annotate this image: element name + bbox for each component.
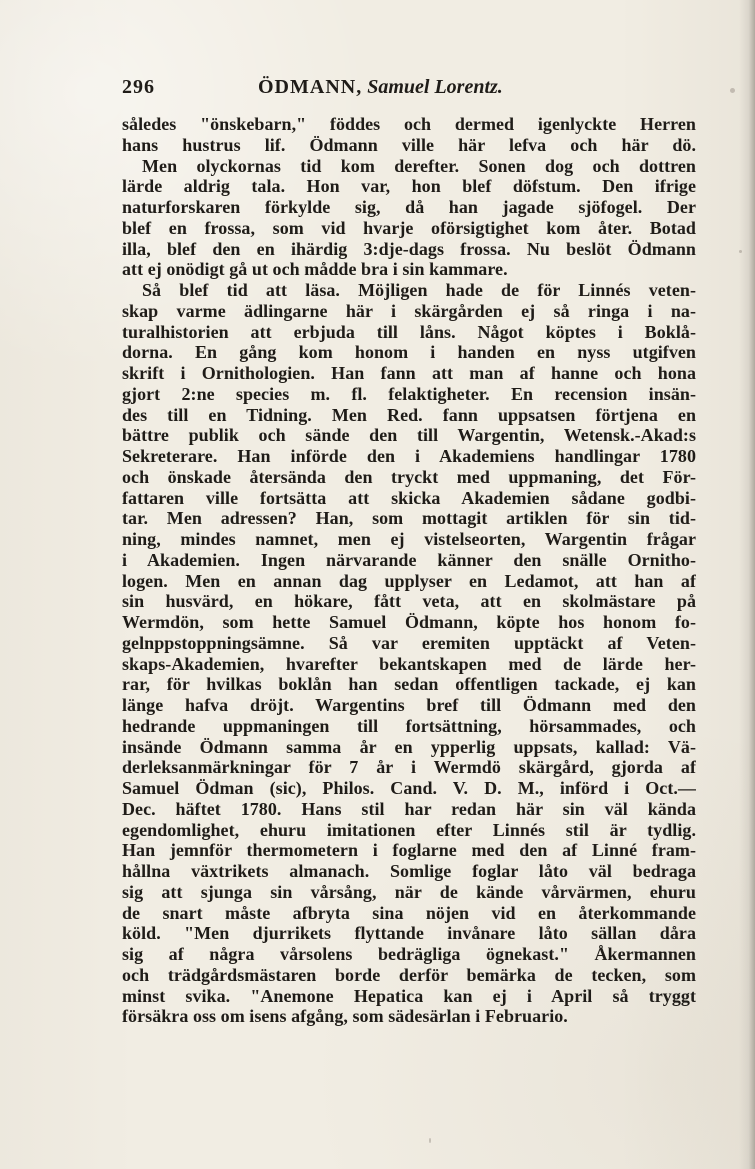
text-line: dorna. En gång kom honom i handen en nyss utgifven bbox=[122, 342, 696, 363]
text-line: Så blef tid att läsa. Möjligen hade de för Linnés veten- bbox=[142, 280, 696, 300]
text-line: fattaren ville fortsätta att skicka Akademien sådane godbi- bbox=[122, 487, 696, 508]
text-line: turalhistorien att erbjuda till låns. Något köptes i Boklå- bbox=[122, 321, 696, 342]
text-line: naturforskaren förkylde sig, då han jagade sjöfogel. Der bbox=[122, 197, 696, 217]
text-line: skap varme ädlingarne här i skärgården ej så ringa i na- bbox=[122, 300, 696, 321]
running-head bbox=[258, 76, 503, 99]
page-number: 296 bbox=[122, 76, 155, 98]
text-line: tar. Men adressen? Han, som mottagit artiklen för sin tid- bbox=[122, 508, 696, 529]
text-line: länge hafva dröjt. Wargentins bref till Ödmann med den bbox=[122, 695, 696, 715]
text-line: hållna växtrikets almanach. Somlige foglar låto väl bedraga bbox=[122, 861, 696, 881]
text-line: i Akademien. Ingen närvarande känner den snälle Ornitho- bbox=[122, 549, 696, 570]
text-line: Han jemnför thermometern i foglarne med den af Linné fram- bbox=[122, 840, 696, 861]
text-line: således "önskebarn," föddes och dermed igenlyckte Herren bbox=[122, 114, 696, 134]
text-line: insände Ödmann samma år en ypperlig uppsats, kallad: Vä- bbox=[122, 736, 696, 757]
text-line: hans hustrus lif. Ödmann ville här lefva och här dö. bbox=[122, 134, 696, 155]
text-line: köld. "Men djurrikets flyttande invånare låto sällan dåra bbox=[122, 923, 696, 944]
page-edge bbox=[739, 0, 755, 1169]
text-line: egendomlighet, ehuru imitationen efter Linnés stil är tydlig. bbox=[122, 819, 696, 840]
text-line: ning, mindes namnet, men ej vistelseorten, Wargentin frågar bbox=[122, 529, 696, 549]
running-head-rest: Samuel Lorentz. bbox=[367, 76, 503, 98]
text-line: Men olyckornas tid kom derefter. Sonen dog och dottren bbox=[142, 155, 696, 176]
text-line: att ej onödigt gå ut och mådde bra i sin kammare. bbox=[122, 259, 508, 280]
text-line: och trädgårdsmästaren borde derför bemärka de tecken, som bbox=[122, 964, 696, 985]
text-line: och önskade återsända den tryckt med uppmaning, det För- bbox=[122, 466, 696, 487]
text-line: des till en Tidning. Men Red. fann uppsatsen förtjena en bbox=[122, 404, 696, 425]
text-line: bättre publik och sände den till Wargentin, Wetensk.-Akad:s bbox=[122, 425, 696, 446]
text-line: hedrande uppmaningen till fortsättning, hörsammades, och bbox=[122, 715, 696, 736]
text-line: sig af några vårsolens bedrägliga ögnekast." Åkermannen bbox=[122, 944, 696, 964]
paper-speck bbox=[739, 250, 742, 253]
text-line: derleksanmärkningar för 7 år i Wermdö skärgård, gjorda af bbox=[122, 757, 696, 778]
text-line: blef en frossa, som vid hvarje oförsigtighet kom åter. Botad bbox=[122, 217, 696, 238]
text-line: rar, för hvilkas boklån han sedan offentligen tackade, ej kan bbox=[122, 674, 696, 695]
text-line: Wermdön, som hette Samuel Ödmann, köpte hos honom fo- bbox=[122, 612, 696, 632]
text-line: lärde aldrig tala. Hon var, hon blef döfstum. Den ifrige bbox=[122, 176, 696, 197]
text-line: sig att sjunga sin vårsång, när de kände vårvärmen, ehuru bbox=[122, 881, 696, 902]
text-line: Samuel Ödman (sic), Philos. Cand. V. D. M., införd i Oct.— bbox=[122, 778, 696, 798]
text-line: gelnppstoppningsämne. Så var eremiten upptäckt af Veten- bbox=[122, 632, 696, 653]
text-line: de snart måste afbryta sina nöjen vid en återkommande bbox=[122, 902, 696, 923]
text-line: gjort 2:ne species m. fl. felaktigheter. En recension insän- bbox=[122, 383, 696, 404]
text-line: Dec. häftet 1780. Hans stil har redan här sin väl kända bbox=[122, 798, 696, 819]
text-line: Sekreterare. Han införde den i Akademiens handlingar 1780 bbox=[122, 446, 696, 466]
text-line: försäkra oss om isens afgång, som sädesärlan i Februario. bbox=[122, 1006, 568, 1027]
text-line: logen. Men en annan dag upplyser en Ledamot, att han af bbox=[122, 570, 696, 591]
text-line: illa, blef den en ihärdig 3:dje-dags frossa. Nu beslöt Ödmann bbox=[122, 238, 696, 259]
running-head-name: ÖDMANN, bbox=[258, 76, 363, 98]
text-line: sin husvärd, en hökare, fått veta, att en skolmästare på bbox=[122, 591, 696, 612]
paper-speck bbox=[730, 88, 735, 93]
paper-speck bbox=[429, 1138, 431, 1143]
text-line: skrift i Ornithologien. Han fann att man af hanne och hona bbox=[122, 363, 696, 383]
text-line: minst svika. "Anemone Hepatica kan ej i April så tryggt bbox=[122, 985, 696, 1006]
page-text bbox=[122, 114, 696, 1114]
text-line: skaps-Akademien, hvarefter bekantskapen med de lärde her- bbox=[122, 653, 696, 674]
page-header bbox=[122, 76, 682, 100]
